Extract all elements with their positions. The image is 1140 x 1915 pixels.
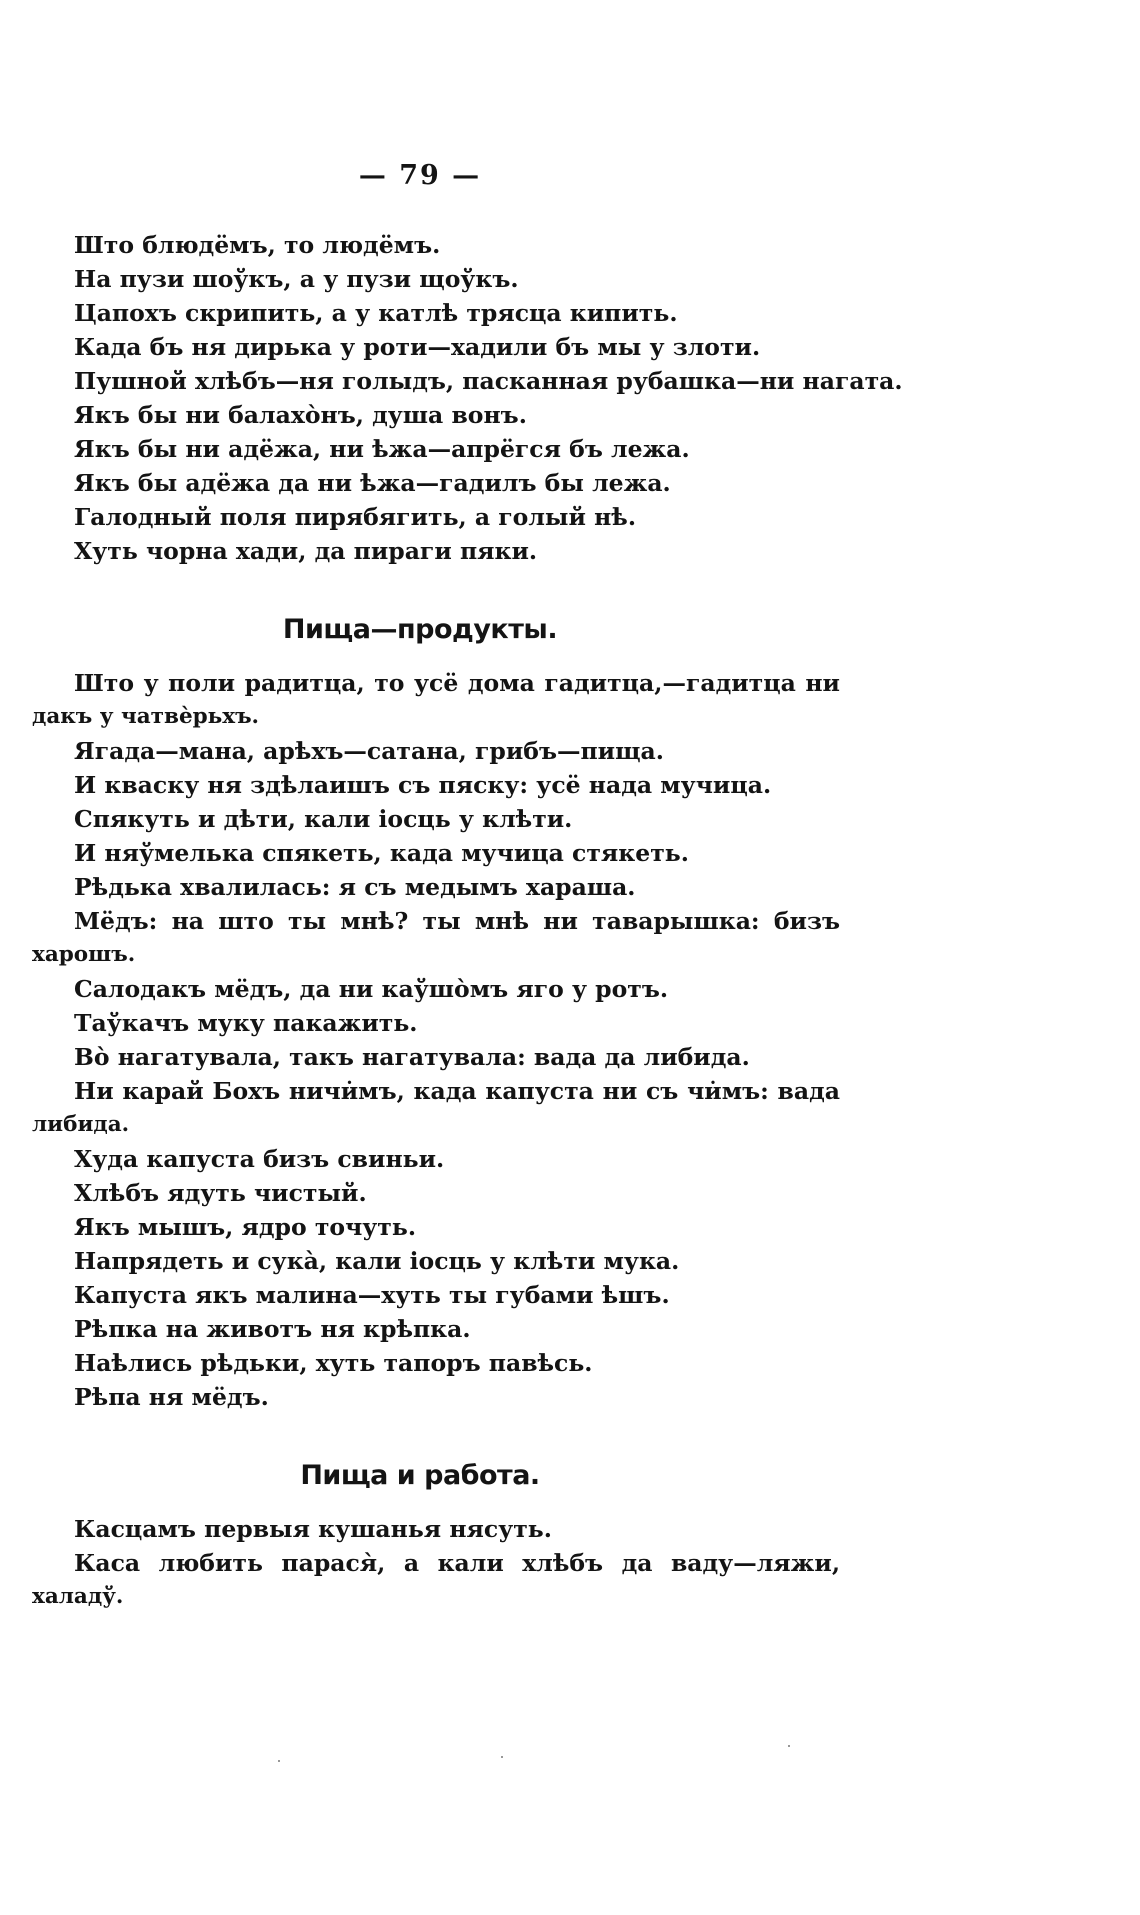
proverb-line: На пузи шоўкъ, а у пузи щоўкъ. <box>74 265 519 293</box>
proverb-line: Напрядеть и сука̀, кали іосць у клѣти мука. <box>74 1247 680 1275</box>
proverbs-section-3 <box>32 1512 840 1614</box>
proverb-line: Наѣлись рѣдьки, хуть тапоръ павѣсь. <box>74 1349 593 1377</box>
scan-speck <box>788 1745 790 1747</box>
proverb-line: Капуста якъ малина—хуть ты губами ѣшъ. <box>74 1281 670 1309</box>
proverb-line-continuation: либида. <box>32 1112 130 1137</box>
proverbs-section-2 <box>32 666 840 1414</box>
proverb-line: Спякуть и дѣти, кали іосць у клѣти. <box>74 805 573 833</box>
proverb-line: Галодный поля пирябягить, а голый нѣ. <box>74 503 637 531</box>
proverb-line: Цапохъ скрипить, а у катлѣ трясца кипить. <box>74 299 678 327</box>
proverb-line: Каса любить парася̀, а кали хлѣбъ да ваду—ляжи, <box>74 1549 840 1577</box>
proverb-line: Якъ бы ни адёжа, ни ѣжа—апрёгся бъ лежа. <box>74 435 690 463</box>
proverb-line: Рѣпка на животъ ня крѣпка. <box>74 1315 471 1343</box>
proverb-line: Во̀ нагатувала, такъ нагатувала: вада да либида. <box>74 1043 750 1071</box>
proverb-line: Таўкачъ муку пакажить. <box>74 1009 418 1037</box>
proverb-line: Рѣпа ня мёдъ. <box>74 1383 269 1411</box>
proverb-line: Худа капуста бизъ свиньи. <box>74 1145 445 1173</box>
proverb-line: Касцамъ первыя кушанья нясуть. <box>74 1515 552 1543</box>
proverb-line: Хлѣбъ ядуть чистый. <box>74 1179 367 1207</box>
proverb-line: Што у поли радитца, то усё дома гадитца,—гадитца ни <box>74 669 840 697</box>
proverb-line: И няўмелька спякеть, када мучица стякеть. <box>74 839 689 867</box>
proverbs-section-1 <box>74 228 903 568</box>
proverb-line: Мёдъ: на што ты мнѣ? ты мнѣ ни таварышка: бизъ <box>74 907 840 935</box>
proverb-line: Рѣдька хвалилась: я съ медымъ хараша. <box>74 873 636 901</box>
proverb-line: Якъ мышъ, ядро точуть. <box>74 1213 417 1241</box>
proverb-line: Што блюдёмъ, то людёмъ. <box>74 231 441 259</box>
proverb-line-continuation: халадў. <box>32 1584 124 1609</box>
proverb-line: Пушной хлѣбъ—ня голыдъ, пасканная рубашка—ни нагата. <box>74 367 903 395</box>
proverb-line: Ягада—мана, арѣхъ—сатана, грибъ—пища. <box>74 737 664 765</box>
proverb-line: Якъ бы адёжа да ни ѣжа—гадилъ бы лежа. <box>74 469 671 497</box>
proverb-line: Када бъ ня дирька у роти—хадили бъ мы у злоти. <box>74 333 761 361</box>
scan-speck <box>278 1760 280 1762</box>
proverb-line-continuation: дакъ у чатвѐрьхъ. <box>32 704 260 729</box>
proverb-line: Ни карай Бохъ ничи̇мъ, када капуста ни съ чи̇мъ: вада <box>74 1077 840 1105</box>
proverb-line: Хуть чорна хади, да пираги пяки. <box>74 537 538 565</box>
proverb-line: Салодакъ мёдъ, да ни каўшо̀мъ яго у ротъ. <box>74 975 669 1003</box>
section-heading-food-products: Пища—продукты. <box>282 614 558 645</box>
proverb-line-continuation: харошъ. <box>32 942 136 967</box>
proverb-line: Якъ бы ни балахо̀нъ, душа вонъ. <box>74 401 527 429</box>
scan-speck <box>501 1756 503 1758</box>
section-heading-food-and-work: Пища и работа. <box>300 1460 540 1491</box>
page-number: — 79 — <box>358 160 482 191</box>
proverb-line: И кваску ня здѣлаишъ съ пяску: усё нада мучица. <box>74 771 772 799</box>
